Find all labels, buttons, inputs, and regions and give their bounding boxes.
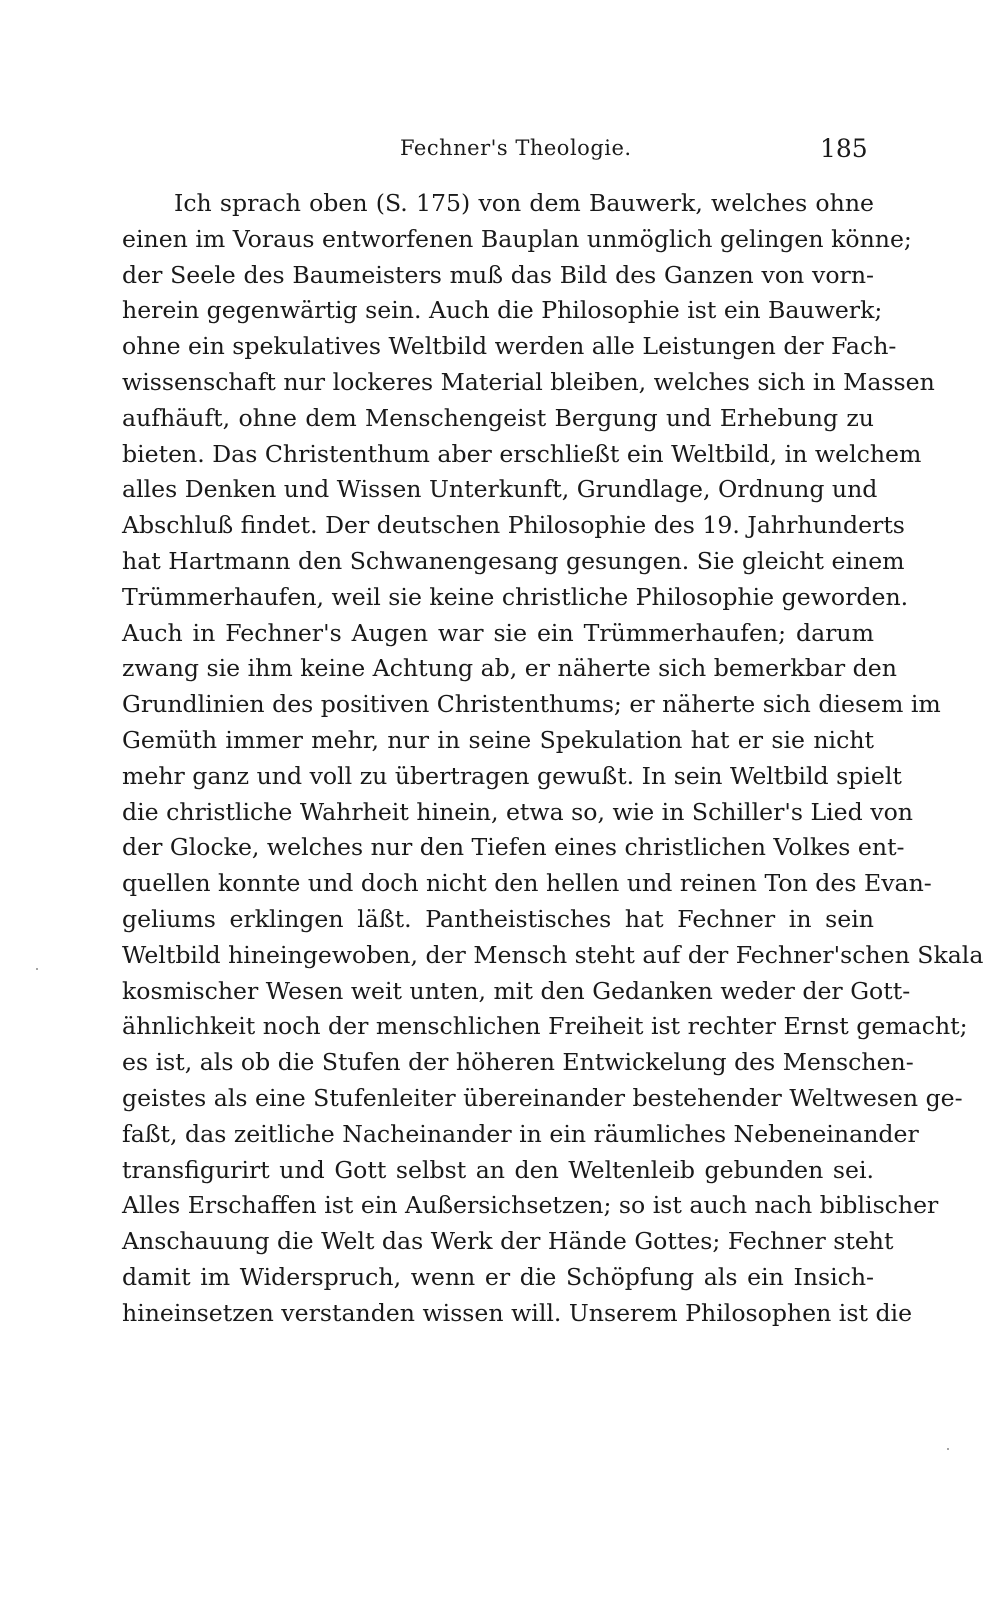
text-line: damit im Widerspruch, wenn er die Schöpfung als ein Insich- (122, 1262, 874, 1291)
text-line: hat Hartmann den Schwanengesang gesungen. Sie gleicht einem (122, 546, 905, 575)
text-line: Auch in Fechner's Augen war sie ein Trümmerhaufen; darum (122, 618, 874, 647)
text-line: bieten. Das Christenthum aber erschließt ein Weltbild, in welchem (122, 439, 922, 468)
scan-speck (36, 968, 38, 970)
text-line: geliums erklingen läßt. Pantheistisches hat Fechner in sein (122, 904, 874, 933)
text-line: Anschauung die Welt das Werk der Hände Gottes; Fechner steht (122, 1227, 894, 1256)
text-line: die christliche Wahrheit hinein, etwa so, wie in Schiller's Lied von (122, 797, 913, 826)
text-line: herein gegenwärtig sein. Auch die Philosophie ist ein Bauwerk; (122, 296, 883, 325)
running-title: Fechner's Theologie. (400, 136, 632, 160)
text-line: Gemüth immer mehr, nur in seine Spekulation hat er sie nicht (122, 725, 874, 754)
text-line: der Glocke, welches nur den Tiefen eines christlichen Volkes ent- (122, 833, 905, 862)
text-line: es ist, als ob die Stufen der höheren Entwickelung des Menschen- (122, 1048, 914, 1077)
text-line: alles Denken und Wissen Unterkunft, Grundlage, Ordnung und (122, 475, 878, 504)
text-line: einen im Voraus entworfenen Bauplan unmöglich gelingen könne; (122, 224, 912, 253)
text-line: Grundlinien des positiven Christenthums; er näherte sich diesem im (122, 690, 941, 719)
text-line: ähnlichkeit noch der menschlichen Freiheit ist rechter Ernst gemacht; (122, 1012, 968, 1041)
text-line: Alles Erschaffen ist ein Außersichsetzen; so ist auch nach biblischer (122, 1191, 939, 1220)
text-line: hineinsetzen verstanden wissen will. Unserem Philosophen ist die (122, 1298, 913, 1327)
text-line: mehr ganz und voll zu übertragen gewußt. In sein Weltbild spielt (122, 761, 902, 790)
body-text (122, 186, 984, 1332)
text-line: Trümmerhaufen, weil sie keine christliche Philosophie geworden. (122, 582, 909, 611)
text-line: wissenschaft nur lockeres Material bleiben, welches sich in Massen (122, 367, 935, 396)
text-line: geistes als eine Stufenleiter übereinander bestehender Weltwesen ge- (122, 1083, 963, 1112)
text-line: zwang sie ihm keine Achtung ab, er näherte sich bemerkbar den (122, 654, 897, 683)
text-line: faßt, das zeitliche Nacheinander in ein räumliches Nebeneinander (122, 1119, 919, 1148)
scan-speck (947, 1448, 949, 1450)
text-line: aufhäuft, ohne dem Menschengeist Bergung und Erhebung zu (122, 403, 874, 432)
text-line: Ich sprach oben (S. 175) von dem Bauwerk, welches ohne (174, 189, 874, 217)
text-line: kosmischer Wesen weit unten, mit den Gedanken weder der Gott- (122, 976, 911, 1005)
text-line: Weltbild hineingewoben, der Mensch steht auf der Fechner'schen Skala (122, 940, 984, 969)
text-line: transfigurirt und Gott selbst an den Weltenleib gebunden sei. (122, 1155, 874, 1184)
text-line: Abschluß findet. Der deutschen Philosophie des 19. Jahrhunderts (122, 511, 905, 540)
text-line: ohne ein spekulatives Weltbild werden alle Leistungen der Fach- (122, 332, 897, 361)
text-line: quellen konnte und doch nicht den hellen und reinen Ton des Evan- (122, 869, 932, 898)
text-line: der Seele des Baumeisters muß das Bild des Ganzen von vorn- (122, 260, 874, 289)
page-number: 185 (820, 134, 868, 163)
